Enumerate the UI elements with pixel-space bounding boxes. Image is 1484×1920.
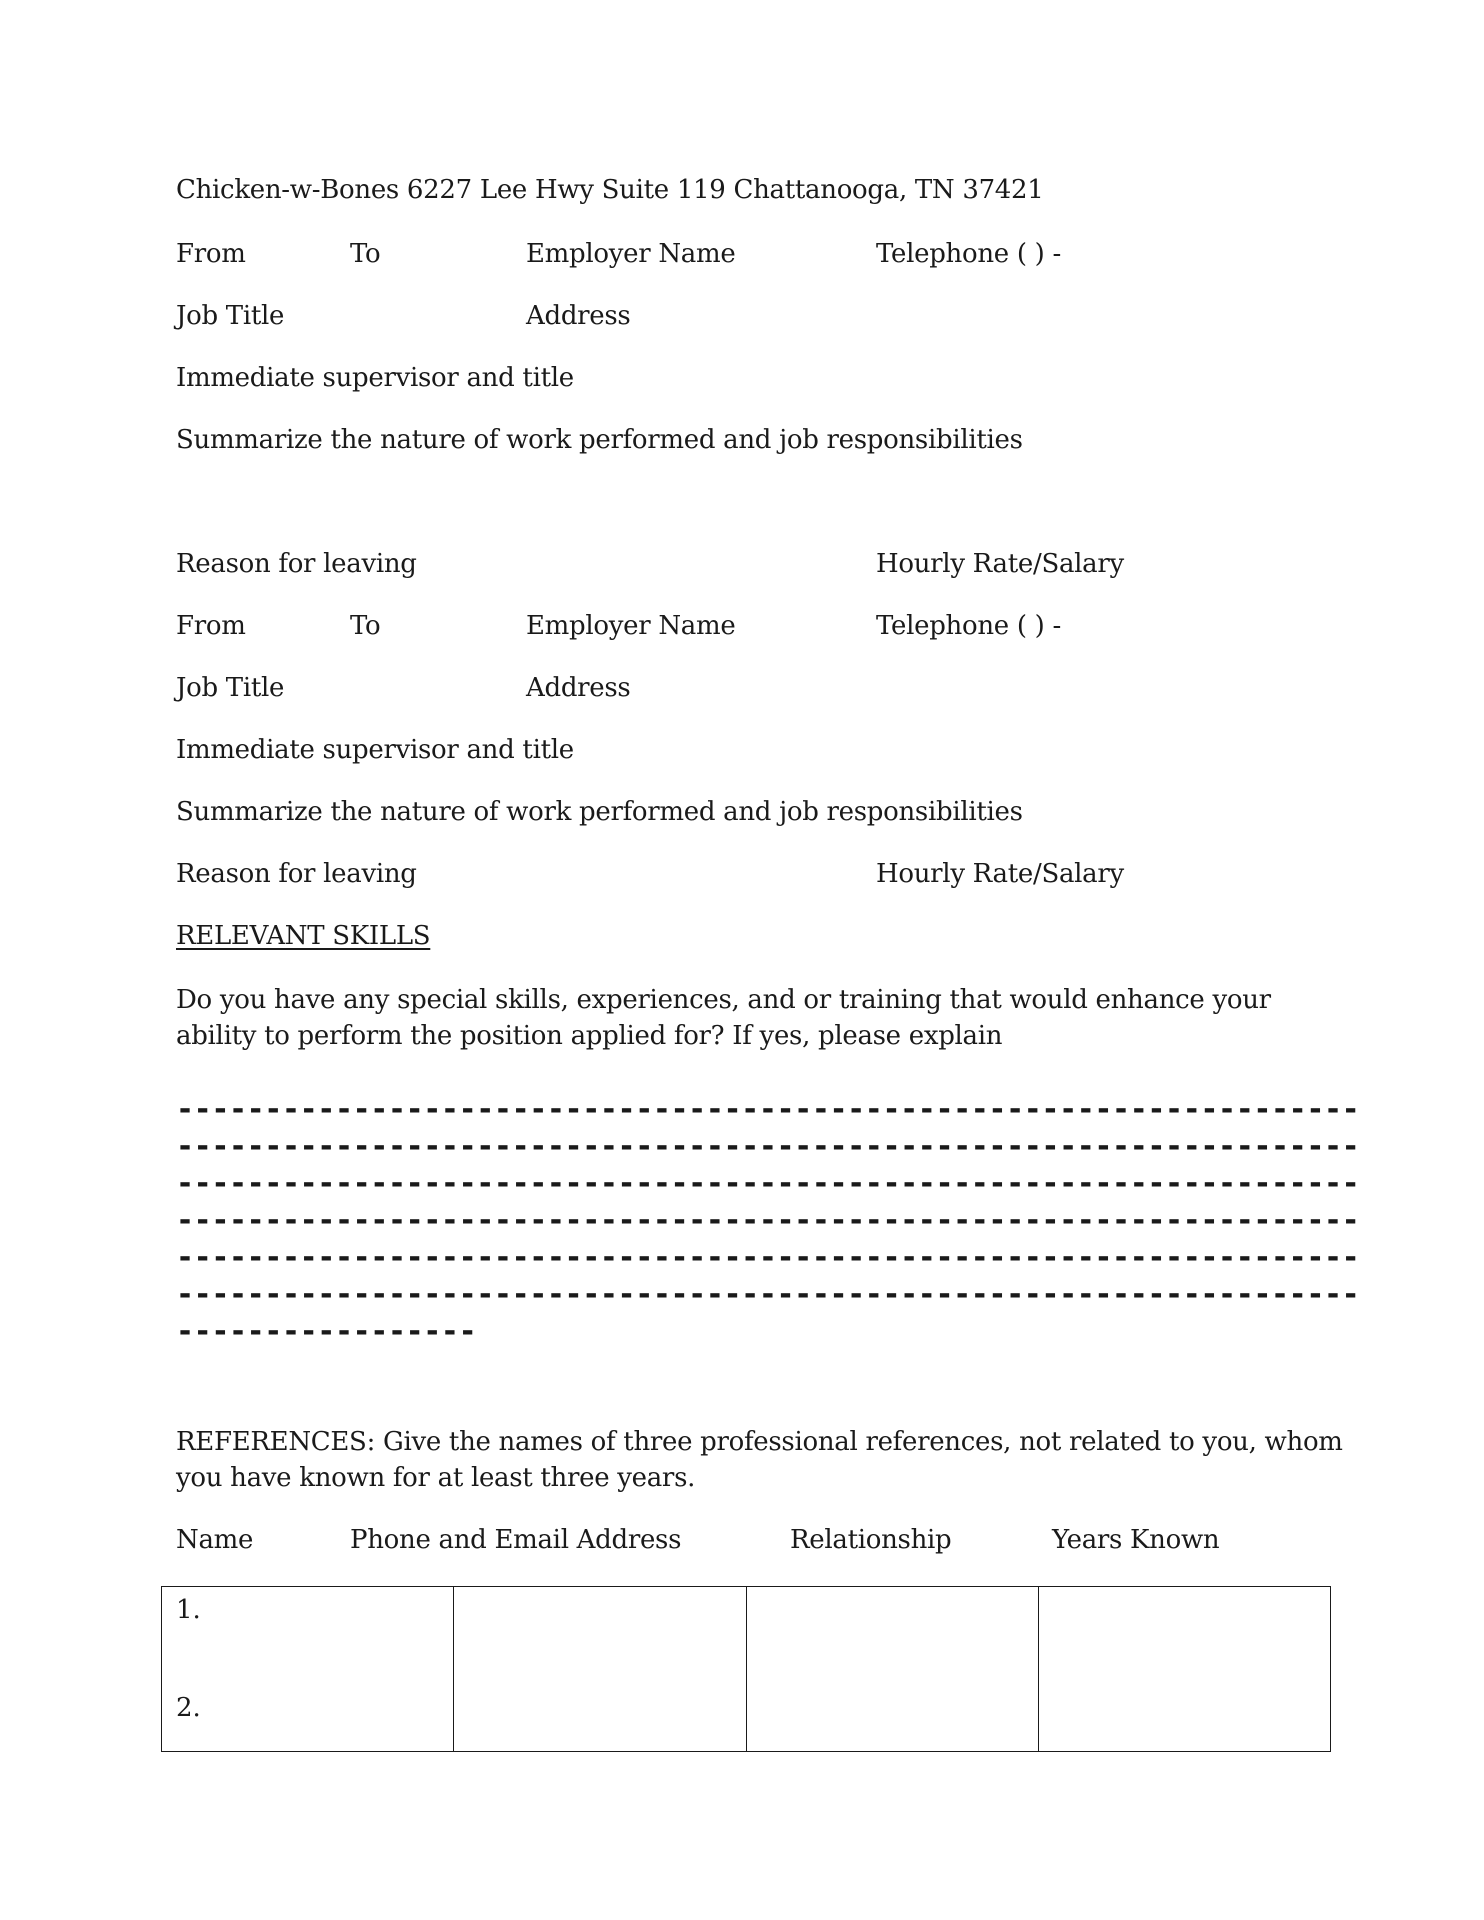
address-label: Address — [526, 301, 631, 331]
employer-name-label: Employer Name — [526, 239, 736, 269]
employer-name-label: Employer Name — [526, 611, 736, 641]
reference-years-known-cell[interactable] — [1038, 1587, 1330, 1752]
reason-label: Reason for leaving — [176, 549, 417, 579]
references-intro-line-1: REFERENCES: Give the names of three professional references, not related to you, whom — [176, 1427, 1343, 1457]
row-number: 2. — [176, 1693, 201, 1723]
row-number: 1. — [176, 1595, 201, 1625]
address-line: Chicken-w-Bones 6227 Lee Hwy Suite 119 Chattanooga, TN 37421 — [176, 175, 1044, 205]
from-label: From — [176, 239, 246, 269]
job-title-label: Job Title — [176, 301, 285, 331]
skills-answer-line[interactable]: ------------------------------------------------------------------- — [176, 1240, 1360, 1275]
skills-answer-line[interactable]: ------------------------------------------------------------------- — [176, 1092, 1360, 1127]
job-title-label: Job Title — [176, 673, 285, 703]
column-header-phone-email: Phone and Email Address — [350, 1525, 682, 1555]
to-label: To — [350, 239, 381, 269]
supervisor-label: Immediate supervisor and title — [176, 363, 574, 393]
reference-phone-email-cell[interactable] — [454, 1587, 746, 1752]
skills-answer-line[interactable]: ----------------- — [176, 1314, 477, 1349]
skills-answer-line[interactable]: ------------------------------------------------------------------- — [176, 1129, 1360, 1164]
skills-heading: RELEVANT SKILLS — [176, 921, 431, 951]
reference-name-cell[interactable] — [162, 1587, 454, 1752]
reference-relationship-cell[interactable] — [746, 1587, 1038, 1752]
rate-label: Hourly Rate/Salary — [876, 859, 1124, 889]
table-row — [162, 1587, 1331, 1752]
from-label: From — [176, 611, 246, 641]
rate-label: Hourly Rate/Salary — [876, 549, 1124, 579]
telephone-label: Telephone ( ) - — [876, 239, 1061, 269]
references-intro-line-2: you have known for at least three years. — [176, 1463, 696, 1493]
column-header-years-known: Years Known — [1052, 1525, 1220, 1555]
skills-question-line-1: Do you have any special skills, experiences, and or training that would enhance your — [176, 985, 1271, 1015]
to-label: To — [350, 611, 381, 641]
skills-question-line-2: ability to perform the position applied for? If yes, please explain — [176, 1021, 1003, 1051]
skills-answer-line[interactable]: ------------------------------------------------------------------- — [176, 1166, 1360, 1201]
references-table — [161, 1586, 1331, 1752]
column-header-name: Name — [176, 1525, 254, 1555]
skills-answer-line[interactable]: ------------------------------------------------------------------- — [176, 1277, 1360, 1312]
summary-label: Summarize the nature of work performed and job responsibilities — [176, 425, 1023, 455]
skills-answer-line[interactable]: ------------------------------------------------------------------- — [176, 1203, 1360, 1238]
summary-label: Summarize the nature of work performed and job responsibilities — [176, 797, 1023, 827]
address-label: Address — [526, 673, 631, 703]
reason-label: Reason for leaving — [176, 859, 417, 889]
supervisor-label: Immediate supervisor and title — [176, 735, 574, 765]
telephone-label: Telephone ( ) - — [876, 611, 1061, 641]
column-header-relationship: Relationship — [790, 1525, 952, 1555]
